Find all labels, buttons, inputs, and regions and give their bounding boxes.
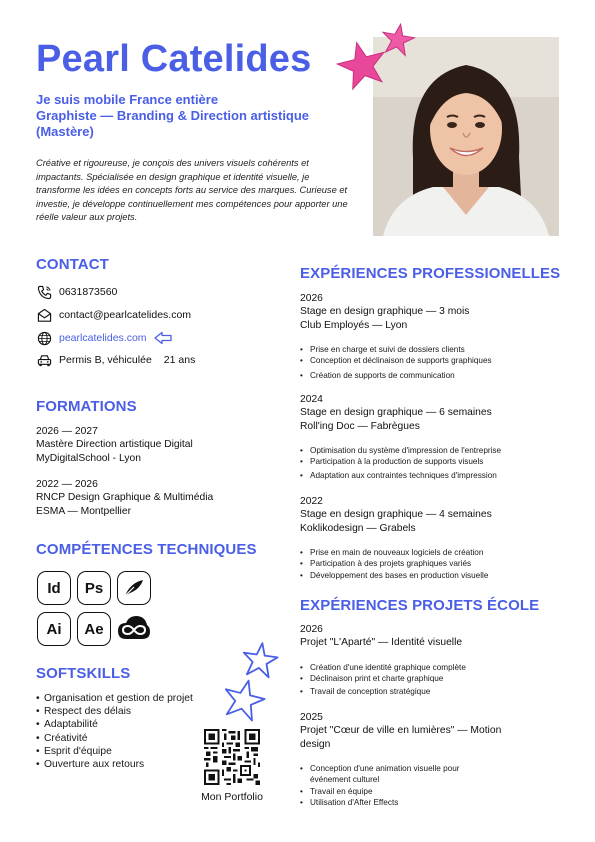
experience-item — [300, 393, 560, 481]
blue-star-outline-icon — [222, 676, 268, 723]
list-item: • Ouverture aux retours — [36, 758, 226, 771]
formation-years: 2026 — 2027 — [36, 426, 98, 437]
tagline-job: Graphiste — Branding & Direction artistique — [36, 108, 310, 123]
list-item: • Création d'une identité graphique complète — [300, 662, 540, 673]
intro-paragraph: Créative et rigoureuse, je conçois des univers visuels cohérents et impactants. Spécialisée en design graphique et identité visuelle, je transforme les idées en concepts forts au service des marques. Curieuse et investie, je développe continuellement mes compétences pour apporter une réelle valeur aux projets. — [36, 158, 348, 222]
experiences-title: EXPÉRIENCES PROFESSIONELLES — [300, 265, 561, 282]
tagline — [36, 92, 356, 140]
blue-star-outline-icon — [241, 641, 279, 678]
formations-title: FORMATIONS — [36, 398, 137, 415]
email-address: contact@pearlcatelides.com — [59, 309, 192, 321]
list-item: • Conception d'une animation visuelle pour événement culturel — [300, 763, 500, 785]
project-bullets — [300, 662, 540, 698]
indesign-icon: Id — [37, 571, 71, 605]
formation-item — [36, 478, 276, 518]
experience-company: Koklikodesign — Grabels — [300, 522, 416, 534]
list-item: • Travail en équipe — [300, 786, 500, 797]
contact-website[interactable] — [36, 329, 173, 347]
blue-stars-decoration — [222, 640, 280, 724]
pink-star-large-icon — [334, 37, 391, 91]
list-item: • Participation à la production de supports visuels — [300, 456, 560, 467]
license-text: Permis B, véhiculée — [59, 354, 152, 366]
experience-year: 2026 — [300, 293, 323, 304]
formation-school: MyDigitalSchool - Lyon — [36, 452, 141, 464]
cv-name: Pearl Catelides — [36, 38, 312, 80]
phone-icon — [36, 284, 52, 300]
list-item: • Création de supports de communication — [300, 370, 560, 381]
project-title: Projet "L'Aparté" — Identité visuelle — [300, 637, 463, 648]
cursor-pointer-icon — [153, 331, 173, 345]
experience-bullets — [300, 547, 560, 581]
list-item: • Prise en charge et suivi de dossiers clients — [300, 344, 560, 355]
contact-email[interactable] — [36, 306, 191, 324]
project-title: Projet "Cœur de ville en lumières" — Motion design — [300, 725, 502, 750]
project-bullets — [300, 763, 500, 808]
experience-year: 2024 — [300, 394, 323, 405]
portfolio-label: Mon Portfolio — [201, 791, 263, 803]
formation-degree: Mastère Direction artistique Digital — [36, 439, 193, 451]
car-icon — [36, 352, 52, 368]
list-item: • Travail de conception stratégique — [300, 686, 540, 697]
mail-icon — [36, 307, 52, 323]
list-item: • Déclinaison print et charte graphique — [300, 673, 540, 684]
qr-code[interactable] — [204, 729, 260, 785]
contact-title: CONTACT — [36, 256, 109, 273]
softskills-title: SOFTSKILLS — [36, 665, 131, 682]
list-item: • Esprit d'équipe — [36, 745, 226, 758]
procreate-icon — [117, 571, 151, 605]
list-item: • Créativité — [36, 732, 226, 745]
experience-company: Club Employés — Lyon — [300, 319, 408, 331]
creative-cloud-icon — [116, 612, 152, 646]
list-item: • Prise en main de nouveaux logiciels de création — [300, 547, 560, 558]
experience-company: Roll'ing Doc — Fabrègues — [300, 420, 420, 432]
experience-role: Stage en design graphique — 4 semaines — [300, 509, 492, 520]
after-effects-icon: Ae — [77, 612, 111, 646]
list-item: • Adaptabilité — [36, 718, 226, 731]
illustrator-icon: Ai — [37, 612, 71, 646]
website-link[interactable]: pearlcatelides.com — [59, 332, 147, 344]
phone-number: 0631873560 — [59, 286, 118, 298]
formation-degree: RNCP Design Graphique & Multimédia — [36, 492, 214, 504]
project-item — [300, 711, 528, 808]
experience-role: Stage en design graphique — 6 semaines — [300, 407, 492, 418]
contact-phone[interactable] — [36, 283, 117, 301]
photoshop-icon: Ps — [77, 571, 111, 605]
globe-icon — [36, 330, 52, 346]
contact-license — [36, 351, 195, 369]
competences-title: COMPÉTENCES TECHNIQUES — [36, 541, 257, 558]
list-item: • Organisation et gestion de projet — [36, 692, 226, 705]
tagline-mobility: Je suis mobile France entière — [36, 92, 219, 107]
pink-star-small-icon — [380, 22, 416, 57]
experience-item — [300, 292, 560, 381]
list-item: • Conception et déclinaison de supports graphiques — [300, 355, 560, 366]
list-item: • Optimisation du système d'impression de l'entreprise — [300, 445, 560, 456]
list-item: • Utilisation d'After Effects — [300, 797, 500, 808]
experience-year: 2022 — [300, 496, 323, 507]
list-item: • Participation à des projets graphiques variés — [300, 558, 560, 569]
experience-item — [300, 495, 560, 581]
projects-title: EXPÉRIENCES PROJETS ÉCOLE — [300, 597, 540, 614]
formation-school: ESMA — Montpellier — [36, 505, 131, 517]
experience-role: Stage en design graphique — 3 mois — [300, 306, 470, 317]
list-item: • Développement des bases en production visuelle — [300, 570, 560, 581]
experience-bullets — [300, 445, 560, 481]
list-item: • Adaptation aux contraintes techniques d'impression — [300, 470, 560, 481]
project-year: 2025 — [300, 712, 323, 723]
formation-years: 2022 — 2026 — [36, 479, 98, 490]
tagline-degree: (Mastère) — [36, 124, 94, 139]
formation-item — [36, 425, 276, 465]
project-year: 2026 — [300, 624, 323, 635]
project-item — [300, 623, 540, 697]
age-text: 21 ans — [163, 354, 196, 366]
experience-bullets — [300, 344, 560, 381]
pink-stars-decoration — [334, 22, 416, 100]
list-item: • Respect des délais — [36, 705, 226, 718]
softskills-list — [36, 692, 226, 771]
